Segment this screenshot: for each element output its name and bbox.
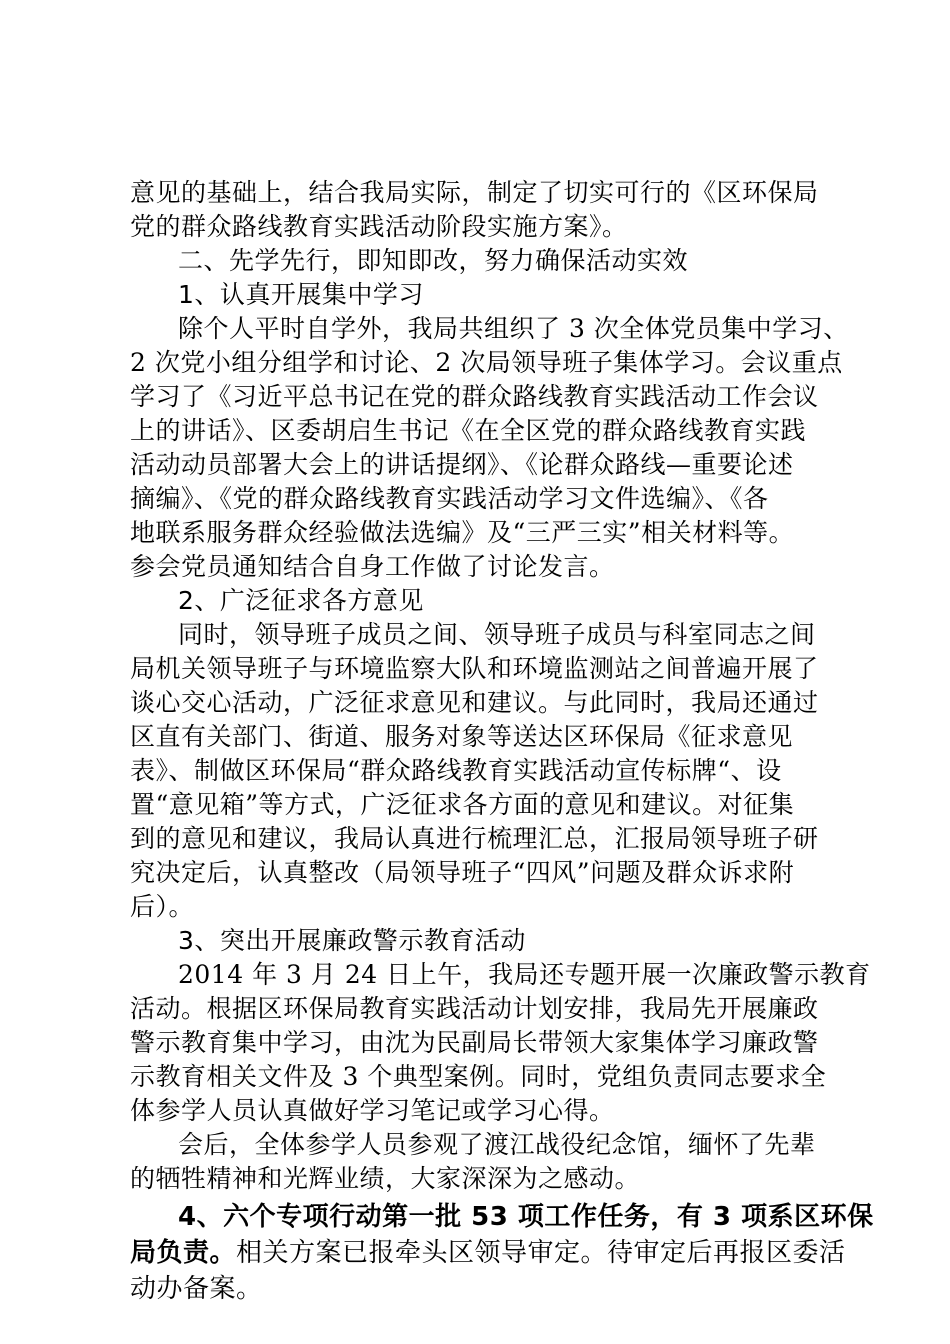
body-line: 置“意见箱”等方式，广泛征求各方面的意见和建议。对征集 (130, 790, 795, 819)
body-line: 局机关领导班子与环境监察大队和环境监测站之间普遍开展了 (130, 654, 819, 683)
body-line: 会后，全体参学人员参观了渡江战役纪念馆，缅怀了先辈 (178, 1130, 816, 1159)
body-line: 活动。根据区环保局教育实践活动计划安排，我局先开展廉政 (130, 994, 819, 1023)
body-line: 2014 年 3 月 24 日上午，我局还专题开展一次廉政警示教育 (178, 960, 871, 989)
body-line: 到的意见和建议，我局认真进行梳理汇总，汇报局领导班子研 (130, 824, 819, 853)
subsection-heading: 2、广泛征求各方意见 (178, 586, 424, 615)
body-line: 警示教育集中学习，由沈为民副局长带领大家集体学习廉政警 (130, 1028, 819, 1057)
body-line: 2 次党小组分组学和讨论、2 次局领导班子集体学习。会议重点 (130, 348, 843, 377)
body-line: 除个人平时自学外，我局共组织了 3 次全体党员集中学习、 (178, 314, 849, 343)
body-line: 参会党员通知结合自身工作做了讨论发言。 (130, 552, 615, 581)
subsection-heading: 3、突出开展廉政警示教育活动 (178, 926, 526, 955)
body-line: 体参学人员认真做好学习笔记或学习心得。 (130, 1096, 615, 1125)
body-line: 谈心交心活动，广泛征求意见和建议。与此同时，我局还通过 (130, 688, 819, 717)
body-line: 意见的基础上，结合我局实际，制定了切实可行的《区环保局 (130, 178, 819, 207)
item4-line2 (130, 1236, 846, 1270)
section-heading: 二、先学先行，即知即改，努力确保活动实效 (178, 246, 689, 275)
body-line: 的牺牲精神和光辉业绩，大家深深为之感动。 (130, 1164, 641, 1193)
body-line: 区直有关部门、街道、服务对象等送达区环保局《征求意见 (130, 722, 794, 751)
item4-line3: 动办备案。 (130, 1274, 263, 1304)
body-line: 上的讲话》、区委胡启生书记《在全区党的群众路线教育实践 (130, 416, 807, 445)
item4-line1: 4、六个专项行动第一批 53 项工作任务，有 3 项系区环保 (178, 1202, 874, 1232)
body-line: 活动动员部署大会上的讲话提纲》、《论群众路线—重要论述 (130, 450, 794, 479)
body-line: 学习了《习近平总书记在党的群众路线教育实践活动工作会议 (130, 382, 819, 411)
body-line: 同时，领导班子成员之间、领导班子成员与科室同志之间 (178, 620, 816, 649)
subsection-heading: 1、认真开展集中学习 (178, 280, 424, 309)
item4-line2-bold: 局负责。 (130, 1238, 237, 1268)
body-line: 究决定后，认真整改（局领导班子“四风”问题及群众诉求附 (130, 858, 795, 887)
body-line: 表》、制做区环保局“群众路线教育实践活动宣传标牌“、设 (130, 756, 782, 785)
body-line: 摘编》、《党的群众路线教育实践活动学习文件选编》、《各 (130, 484, 769, 513)
body-line: 党的群众路线教育实践活动阶段实施方案》。 (130, 212, 628, 241)
body-line: 后）。 (130, 892, 195, 921)
body-line: 地联系服务群众经验做法选编》及“三严三实”相关材料等。 (130, 518, 795, 547)
body-line: 示教育相关文件及 3 个典型案例。同时，党组负责同志要求全 (130, 1062, 827, 1091)
item4-line2-rest: 相关方案已报牵头区领导审定。待审定后再报区委活 (236, 1238, 846, 1268)
